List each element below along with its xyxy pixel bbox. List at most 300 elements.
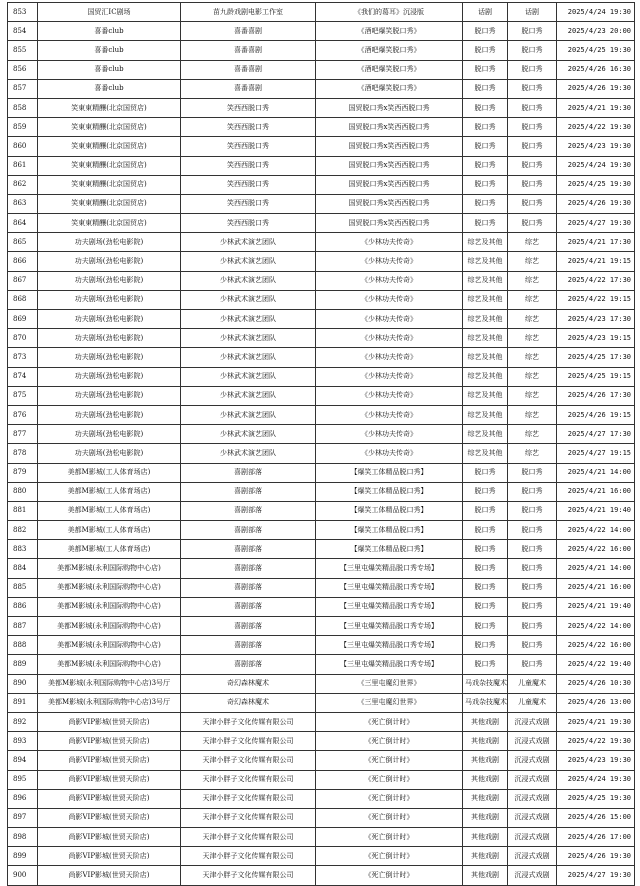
organizer-cell: 笑西西脱口秀 [181, 156, 316, 175]
show-title-cell: 《我们的葛耳》沉浸版 [316, 3, 463, 22]
table-row [8, 22, 635, 41]
category-cell: 脱口秀 [463, 41, 508, 60]
venue-cell: 美都M影城(永利国际购物中心店)3号厅 [38, 693, 181, 712]
datetime-cell: 2025/4/21 14:00 [557, 463, 635, 482]
table-row [8, 233, 635, 252]
datetime-cell: 2025/4/24 19:30 [557, 156, 635, 175]
venue-cell: 功夫剧场(劲松电影院) [38, 425, 181, 444]
performance-schedule-table [7, 2, 635, 886]
organizer-cell: 少林武术演艺团队 [181, 233, 316, 252]
row-number: 861 [8, 156, 38, 175]
datetime-cell: 2025/4/26 10:30 [557, 674, 635, 693]
table-row [8, 386, 635, 405]
organizer-cell: 天津小胖子文化传媒有限公司 [181, 866, 316, 885]
row-number: 860 [8, 137, 38, 156]
category-cell: 其他戏剧 [463, 712, 508, 731]
show-title-cell: 《酒吧爆笑脱口秀》 [316, 60, 463, 79]
table-row [8, 828, 635, 847]
organizer-cell: 少林武术演艺团队 [181, 271, 316, 290]
table-row [8, 617, 635, 636]
datetime-cell: 2025/4/23 19:15 [557, 329, 635, 348]
row-number: 894 [8, 751, 38, 770]
category-cell: 脱口秀 [463, 463, 508, 482]
row-number: 878 [8, 444, 38, 463]
datetime-cell: 2025/4/27 19:30 [557, 866, 635, 885]
organizer-cell: 少林武术演艺团队 [181, 348, 316, 367]
organizer-cell: 奇幻森林魔术 [181, 693, 316, 712]
subcategory-cell: 脱口秀 [508, 98, 557, 117]
subcategory-cell: 综艺 [508, 329, 557, 348]
row-number: 862 [8, 175, 38, 194]
row-number: 876 [8, 405, 38, 424]
show-title-cell: 《死亡倒计时》 [316, 828, 463, 847]
venue-cell: 国贸汇IC剧场 [38, 3, 181, 22]
datetime-cell: 2025/4/22 17:30 [557, 271, 635, 290]
table-row [8, 712, 635, 731]
subcategory-cell: 儿童魔术 [508, 693, 557, 712]
category-cell: 话剧 [463, 3, 508, 22]
table-row [8, 405, 635, 424]
datetime-cell: 2025/4/21 19:40 [557, 597, 635, 616]
category-cell: 综艺及其他 [463, 444, 508, 463]
subcategory-cell: 综艺 [508, 444, 557, 463]
table-row [8, 578, 635, 597]
category-cell: 脱口秀 [463, 22, 508, 41]
row-number: 882 [8, 521, 38, 540]
venue-cell: 笑東東精釀(北京国贸店) [38, 118, 181, 137]
subcategory-cell: 话剧 [508, 3, 557, 22]
venue-cell: 美都M影城(永利国际购物中心店)3号厅 [38, 674, 181, 693]
venue-cell: 功夫剧场(劲松电影院) [38, 290, 181, 309]
category-cell: 其他戏剧 [463, 828, 508, 847]
show-title-cell: 【爆笑工体精品脱口秀】 [316, 521, 463, 540]
row-number: 889 [8, 655, 38, 674]
category-cell: 综艺及其他 [463, 425, 508, 444]
category-cell: 脱口秀 [463, 214, 508, 233]
subcategory-cell: 沉浸式戏剧 [508, 770, 557, 789]
venue-cell: 功夫剧场(劲松电影院) [38, 329, 181, 348]
category-cell: 其他戏剧 [463, 847, 508, 866]
row-number: 890 [8, 674, 38, 693]
row-number: 873 [8, 348, 38, 367]
venue-cell: 美都M影城(永利国际购物中心店) [38, 559, 181, 578]
row-number: 884 [8, 559, 38, 578]
subcategory-cell: 脱口秀 [508, 214, 557, 233]
category-cell: 综艺及其他 [463, 290, 508, 309]
table-row [8, 252, 635, 271]
datetime-cell: 2025/4/26 19:30 [557, 847, 635, 866]
datetime-cell: 2025/4/21 16:00 [557, 578, 635, 597]
subcategory-cell: 脱口秀 [508, 597, 557, 616]
table-row [8, 847, 635, 866]
organizer-cell: 少林武术演艺团队 [181, 444, 316, 463]
datetime-cell: 2025/4/27 17:30 [557, 425, 635, 444]
row-number: 854 [8, 22, 38, 41]
organizer-cell: 天津小胖子文化传媒有限公司 [181, 712, 316, 731]
table-row [8, 290, 635, 309]
subcategory-cell: 脱口秀 [508, 118, 557, 137]
organizer-cell: 喜剧部落 [181, 655, 316, 674]
organizer-cell: 少林武术演艺团队 [181, 367, 316, 386]
table-row [8, 194, 635, 213]
datetime-cell: 2025/4/21 14:00 [557, 559, 635, 578]
datetime-cell: 2025/4/26 19:30 [557, 79, 635, 98]
table-row [8, 175, 635, 194]
organizer-cell: 喜剧部落 [181, 559, 316, 578]
table-row [8, 329, 635, 348]
venue-cell: 功夫剧场(劲松电影院) [38, 252, 181, 271]
datetime-cell: 2025/4/25 19:30 [557, 789, 635, 808]
category-cell: 综艺及其他 [463, 386, 508, 405]
table-row [8, 137, 635, 156]
organizer-cell: 喜番喜剧 [181, 79, 316, 98]
datetime-cell: 2025/4/21 19:15 [557, 252, 635, 271]
show-title-cell: 【爆笑工体精品脱口秀】 [316, 463, 463, 482]
category-cell: 脱口秀 [463, 559, 508, 578]
venue-cell: 功夫剧场(劲松电影院) [38, 271, 181, 290]
subcategory-cell: 综艺 [508, 367, 557, 386]
venue-cell: 美都M影城(工人体育场店) [38, 482, 181, 501]
row-number: 898 [8, 828, 38, 847]
subcategory-cell: 脱口秀 [508, 636, 557, 655]
table-row [8, 444, 635, 463]
datetime-cell: 2025/4/26 13:00 [557, 693, 635, 712]
venue-cell: 笑東東精釀(北京国贸店) [38, 98, 181, 117]
category-cell: 其他戏剧 [463, 732, 508, 751]
table-row [8, 98, 635, 117]
subcategory-cell: 沉浸式戏剧 [508, 866, 557, 885]
venue-cell: 尚影VIP影城(世贸天阶店) [38, 828, 181, 847]
show-title-cell: 《三里屯魔幻世界》 [316, 693, 463, 712]
show-title-cell: 【三里屯爆笑精品脱口秀专场】 [316, 617, 463, 636]
show-title-cell: 《少林功夫传奇》 [316, 386, 463, 405]
venue-cell: 尚影VIP影城(世贸天阶店) [38, 866, 181, 885]
datetime-cell: 2025/4/22 14:00 [557, 617, 635, 636]
table-row [8, 482, 635, 501]
subcategory-cell: 脱口秀 [508, 655, 557, 674]
show-title-cell: 《少林功夫传奇》 [316, 405, 463, 424]
show-title-cell: 《三里屯魔幻世界》 [316, 674, 463, 693]
row-number: 897 [8, 808, 38, 827]
venue-cell: 功夫剧场(劲松电影院) [38, 310, 181, 329]
organizer-cell: 喜剧部落 [181, 578, 316, 597]
show-title-cell: 《死亡倒计时》 [316, 847, 463, 866]
venue-cell: 美都M影城(工人体育场店) [38, 521, 181, 540]
datetime-cell: 2025/4/22 19:40 [557, 655, 635, 674]
show-title-cell: 《死亡倒计时》 [316, 732, 463, 751]
table-row [8, 501, 635, 520]
datetime-cell: 2025/4/23 20:00 [557, 22, 635, 41]
category-cell: 其他戏剧 [463, 808, 508, 827]
table-row [8, 521, 635, 540]
table-row [8, 348, 635, 367]
organizer-cell: 天津小胖子文化传媒有限公司 [181, 828, 316, 847]
organizer-cell: 少林武术演艺团队 [181, 329, 316, 348]
category-cell: 脱口秀 [463, 521, 508, 540]
subcategory-cell: 综艺 [508, 310, 557, 329]
table-row [8, 866, 635, 885]
row-number: 879 [8, 463, 38, 482]
table-row [8, 41, 635, 60]
table-row [8, 770, 635, 789]
category-cell: 综艺及其他 [463, 329, 508, 348]
category-cell: 综艺及其他 [463, 271, 508, 290]
table-row [8, 540, 635, 559]
organizer-cell: 喜剧部落 [181, 636, 316, 655]
organizer-cell: 喜番喜剧 [181, 22, 316, 41]
datetime-cell: 2025/4/21 19:30 [557, 98, 635, 117]
category-cell: 脱口秀 [463, 194, 508, 213]
row-number: 870 [8, 329, 38, 348]
subcategory-cell: 沉浸式戏剧 [508, 732, 557, 751]
show-title-cell: 国贸脱口秀x笑西西脱口秀 [316, 175, 463, 194]
category-cell: 综艺及其他 [463, 405, 508, 424]
show-title-cell: 《酒吧爆笑脱口秀》 [316, 79, 463, 98]
datetime-cell: 2025/4/25 19:30 [557, 175, 635, 194]
datetime-cell: 2025/4/26 19:15 [557, 405, 635, 424]
venue-cell: 笑東東精釀(北京国贸店) [38, 194, 181, 213]
subcategory-cell: 脱口秀 [508, 22, 557, 41]
subcategory-cell: 脱口秀 [508, 60, 557, 79]
organizer-cell: 天津小胖子文化传媒有限公司 [181, 789, 316, 808]
organizer-cell: 天津小胖子文化传媒有限公司 [181, 808, 316, 827]
subcategory-cell: 沉浸式戏剧 [508, 828, 557, 847]
category-cell: 脱口秀 [463, 156, 508, 175]
category-cell: 脱口秀 [463, 655, 508, 674]
subcategory-cell: 脱口秀 [508, 617, 557, 636]
subcategory-cell: 脱口秀 [508, 578, 557, 597]
category-cell: 脱口秀 [463, 540, 508, 559]
category-cell: 马戏杂技魔术 [463, 674, 508, 693]
category-cell: 综艺及其他 [463, 233, 508, 252]
show-title-cell: 《少林功夫传奇》 [316, 271, 463, 290]
datetime-cell: 2025/4/22 19:30 [557, 732, 635, 751]
table-row [8, 693, 635, 712]
venue-cell: 美都M影城(永利国际购物中心店) [38, 597, 181, 616]
category-cell: 脱口秀 [463, 98, 508, 117]
datetime-cell: 2025/4/21 16:00 [557, 482, 635, 501]
show-title-cell: 《酒吧爆笑脱口秀》 [316, 41, 463, 60]
row-number: 892 [8, 712, 38, 731]
table-row [8, 655, 635, 674]
table-row [8, 310, 635, 329]
show-title-cell: 《死亡倒计时》 [316, 866, 463, 885]
datetime-cell: 2025/4/24 19:30 [557, 3, 635, 22]
organizer-cell: 喜剧部落 [181, 501, 316, 520]
datetime-cell: 2025/4/23 17:30 [557, 310, 635, 329]
show-title-cell: 《死亡倒计时》 [316, 712, 463, 731]
organizer-cell: 少林武术演艺团队 [181, 310, 316, 329]
venue-cell: 美都M影城(永利国际购物中心店) [38, 636, 181, 655]
show-title-cell: 国贸脱口秀x笑西西脱口秀 [316, 137, 463, 156]
show-title-cell: 【爆笑工体精品脱口秀】 [316, 540, 463, 559]
row-number: 863 [8, 194, 38, 213]
subcategory-cell: 脱口秀 [508, 463, 557, 482]
table-row [8, 789, 635, 808]
table-row [8, 636, 635, 655]
subcategory-cell: 综艺 [508, 348, 557, 367]
show-title-cell: 《死亡倒计时》 [316, 789, 463, 808]
organizer-cell: 笑西西脱口秀 [181, 98, 316, 117]
show-title-cell: 《死亡倒计时》 [316, 770, 463, 789]
subcategory-cell: 脱口秀 [508, 41, 557, 60]
category-cell: 脱口秀 [463, 482, 508, 501]
venue-cell: 尚影VIP影城(世贸天阶店) [38, 751, 181, 770]
show-title-cell: 《少林功夫传奇》 [316, 290, 463, 309]
subcategory-cell: 综艺 [508, 425, 557, 444]
show-title-cell: 《少林功夫传奇》 [316, 252, 463, 271]
show-title-cell: 【三里屯爆笑精品脱口秀专场】 [316, 636, 463, 655]
organizer-cell: 喜剧部落 [181, 482, 316, 501]
category-cell: 综艺及其他 [463, 367, 508, 386]
row-number: 893 [8, 732, 38, 751]
show-title-cell: 国贸脱口秀x笑西西脱口秀 [316, 156, 463, 175]
subcategory-cell: 沉浸式戏剧 [508, 808, 557, 827]
table-row [8, 156, 635, 175]
category-cell: 脱口秀 [463, 636, 508, 655]
datetime-cell: 2025/4/22 16:00 [557, 540, 635, 559]
subcategory-cell: 综艺 [508, 233, 557, 252]
datetime-cell: 2025/4/26 16:30 [557, 60, 635, 79]
subcategory-cell: 脱口秀 [508, 79, 557, 98]
category-cell: 综艺及其他 [463, 310, 508, 329]
organizer-cell: 奇幻森林魔术 [181, 674, 316, 693]
subcategory-cell: 脱口秀 [508, 521, 557, 540]
venue-cell: 功夫剧场(劲松电影院) [38, 405, 181, 424]
organizer-cell: 少林武术演艺团队 [181, 405, 316, 424]
datetime-cell: 2025/4/22 19:30 [557, 118, 635, 137]
table-row [8, 367, 635, 386]
category-cell: 其他戏剧 [463, 789, 508, 808]
category-cell: 脱口秀 [463, 578, 508, 597]
venue-cell: 美都M影城(永利国际购物中心店) [38, 655, 181, 674]
show-title-cell: 《少林功夫传奇》 [316, 329, 463, 348]
venue-cell: 功夫剧场(劲松电影院) [38, 444, 181, 463]
row-number: 881 [8, 501, 38, 520]
venue-cell: 喜番club [38, 22, 181, 41]
row-number: 891 [8, 693, 38, 712]
row-number: 857 [8, 79, 38, 98]
venue-cell: 功夫剧场(劲松电影院) [38, 386, 181, 405]
row-number: 886 [8, 597, 38, 616]
category-cell: 马戏杂技魔术 [463, 693, 508, 712]
show-title-cell: 国贸脱口秀x笑西西脱口秀 [316, 118, 463, 137]
organizer-cell: 天津小胖子文化传媒有限公司 [181, 847, 316, 866]
show-title-cell: 【三里屯爆笑精品脱口秀专场】 [316, 597, 463, 616]
table-row [8, 597, 635, 616]
table-row [8, 808, 635, 827]
subcategory-cell: 沉浸式戏剧 [508, 712, 557, 731]
show-title-cell: 《少林功夫传奇》 [316, 444, 463, 463]
row-number: 868 [8, 290, 38, 309]
organizer-cell: 笑西西脱口秀 [181, 194, 316, 213]
row-number: 864 [8, 214, 38, 233]
row-number: 867 [8, 271, 38, 290]
table-row [8, 559, 635, 578]
venue-cell: 喜番club [38, 79, 181, 98]
show-title-cell: 【三里屯爆笑精品脱口秀专场】 [316, 578, 463, 597]
show-title-cell: 《酒吧爆笑脱口秀》 [316, 22, 463, 41]
show-title-cell: 《少林功夫传奇》 [316, 310, 463, 329]
category-cell: 脱口秀 [463, 617, 508, 636]
organizer-cell: 喜番喜剧 [181, 41, 316, 60]
category-cell: 其他戏剧 [463, 866, 508, 885]
category-cell: 脱口秀 [463, 118, 508, 137]
organizer-cell: 少林武术演艺团队 [181, 386, 316, 405]
datetime-cell: 2025/4/26 15:00 [557, 808, 635, 827]
table-row [8, 751, 635, 770]
row-number: 869 [8, 310, 38, 329]
subcategory-cell: 脱口秀 [508, 482, 557, 501]
category-cell: 其他戏剧 [463, 751, 508, 770]
organizer-cell: 喜剧部落 [181, 463, 316, 482]
table-row [8, 425, 635, 444]
row-number: 883 [8, 540, 38, 559]
venue-cell: 笑東東精釀(北京国贸店) [38, 156, 181, 175]
organizer-cell: 天津小胖子文化传媒有限公司 [181, 770, 316, 789]
venue-cell: 美都M影城(永利国际购物中心店) [38, 578, 181, 597]
subcategory-cell: 脱口秀 [508, 137, 557, 156]
subcategory-cell: 综艺 [508, 405, 557, 424]
row-number: 877 [8, 425, 38, 444]
row-number: 858 [8, 98, 38, 117]
table-row [8, 79, 635, 98]
organizer-cell: 天津小胖子文化传媒有限公司 [181, 732, 316, 751]
organizer-cell: 笑西西脱口秀 [181, 175, 316, 194]
category-cell: 脱口秀 [463, 597, 508, 616]
organizer-cell: 天津小胖子文化传媒有限公司 [181, 751, 316, 770]
datetime-cell: 2025/4/27 19:30 [557, 214, 635, 233]
category-cell: 脱口秀 [463, 501, 508, 520]
venue-cell: 美都M影城(工人体育场店) [38, 463, 181, 482]
datetime-cell: 2025/4/22 16:00 [557, 636, 635, 655]
table-body [8, 3, 635, 886]
row-number: 856 [8, 60, 38, 79]
datetime-cell: 2025/4/21 17:30 [557, 233, 635, 252]
datetime-cell: 2025/4/21 19:40 [557, 501, 635, 520]
organizer-cell: 喜剧部落 [181, 521, 316, 540]
category-cell: 脱口秀 [463, 137, 508, 156]
table-row [8, 60, 635, 79]
table-row [8, 674, 635, 693]
venue-cell: 功夫剧场(劲松电影院) [38, 233, 181, 252]
venue-cell: 尚影VIP影城(世贸天阶店) [38, 770, 181, 789]
subcategory-cell: 脱口秀 [508, 156, 557, 175]
venue-cell: 笑東東精釀(北京国贸店) [38, 137, 181, 156]
venue-cell: 尚影VIP影城(世贸天阶店) [38, 712, 181, 731]
datetime-cell: 2025/4/26 17:30 [557, 386, 635, 405]
organizer-cell: 笑西西脱口秀 [181, 137, 316, 156]
show-title-cell: 【爆笑工体精品脱口秀】 [316, 501, 463, 520]
datetime-cell: 2025/4/25 19:30 [557, 41, 635, 60]
organizer-cell: 少林武术演艺团队 [181, 290, 316, 309]
venue-cell: 喜番club [38, 41, 181, 60]
subcategory-cell: 沉浸式戏剧 [508, 847, 557, 866]
row-number: 865 [8, 233, 38, 252]
row-number: 885 [8, 578, 38, 597]
table-row [8, 732, 635, 751]
venue-cell: 尚影VIP影城(世贸天阶店) [38, 789, 181, 808]
subcategory-cell: 综艺 [508, 252, 557, 271]
row-number: 896 [8, 789, 38, 808]
datetime-cell: 2025/4/27 19:15 [557, 444, 635, 463]
table-row [8, 3, 635, 22]
datetime-cell: 2025/4/26 17:00 [557, 828, 635, 847]
venue-cell: 喜番club [38, 60, 181, 79]
category-cell: 脱口秀 [463, 175, 508, 194]
table-row [8, 463, 635, 482]
venue-cell: 笑東東精釀(北京国贸店) [38, 175, 181, 194]
